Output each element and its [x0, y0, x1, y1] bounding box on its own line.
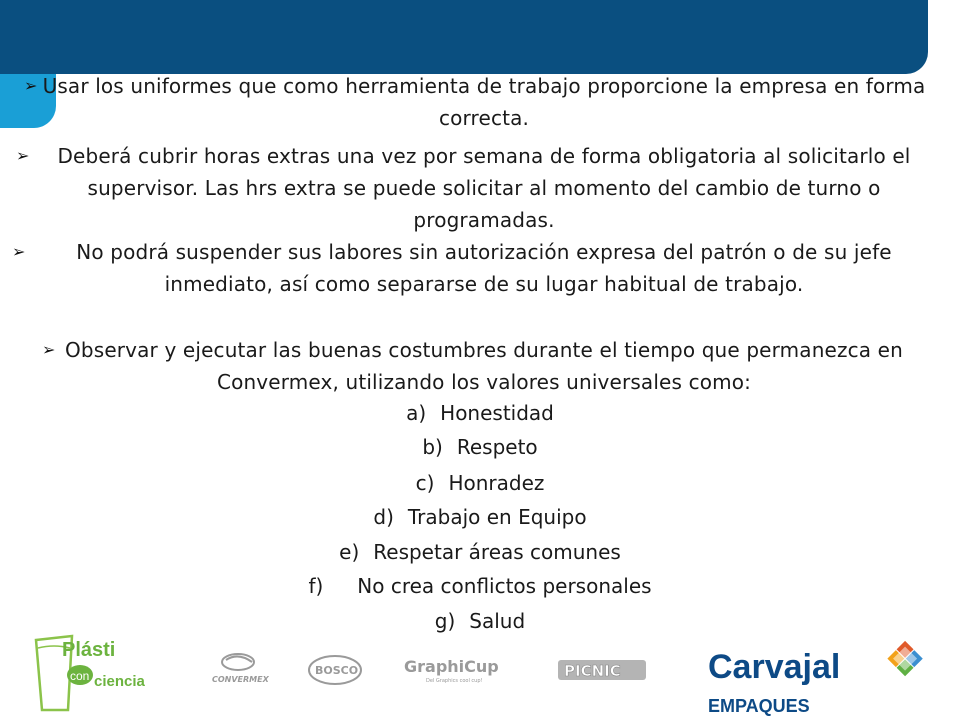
- value-text: Trabajo en Equipo: [407, 505, 587, 529]
- value-text: No crea conflictos personales: [357, 574, 652, 598]
- value-letter: e): [339, 540, 360, 564]
- plasti-con-ciencia-logo: [32, 626, 162, 712]
- value-text: Respeto: [456, 435, 538, 459]
- rule-text: Deberá cubrir horas extras una vez por semana de forma obligatoria al solicitarlo el supervisor. Las hrs extra se puede solicitar al momento del cambio de turno o programadas.: [57, 144, 911, 232]
- rule-item: [12, 236, 928, 300]
- arrow-bullet-icon: ➢: [42, 340, 56, 359]
- value-item: [0, 430, 960, 464]
- rule-item: [16, 140, 928, 236]
- rule-text: No podrá suspender sus labores sin autorización expresa del patrón o de su jefe inmediato, así como separarse de su lugar habitual de trabajo.: [76, 240, 892, 296]
- value-item: [0, 500, 960, 534]
- arrow-bullet-icon: ➢: [12, 242, 26, 261]
- arrow-bullet-icon: ➢: [24, 76, 38, 95]
- value-item: [0, 396, 960, 430]
- value-text: Salud: [469, 609, 526, 633]
- picnic-logo-text: PICNIC: [564, 662, 621, 680]
- bosco-logo: [304, 650, 366, 690]
- value-item: [0, 569, 960, 603]
- picnic-logo: [556, 656, 648, 684]
- graphicup-logo-text: GraphiCup: [404, 657, 499, 676]
- convermex-logo: [208, 650, 274, 690]
- value-text: Honestidad: [440, 401, 554, 425]
- value-letter: g): [434, 609, 456, 633]
- value-letter: a): [406, 401, 427, 425]
- graphicup-logo-tagline: Del Graphics cool cup!: [426, 678, 483, 684]
- plasti-logo-con: con: [70, 669, 90, 683]
- footer-logos: [0, 620, 960, 720]
- arrow-bullet-icon: ➢: [16, 146, 30, 165]
- rule-item: [40, 334, 928, 398]
- rule-item: [24, 70, 928, 134]
- value-letter: c): [415, 471, 435, 495]
- plasti-logo-ciencia: ciencia: [94, 673, 145, 690]
- value-text: Honradez: [448, 471, 545, 495]
- value-letter: b): [422, 435, 443, 459]
- carvajal-logo-text: Carvajal: [708, 648, 841, 686]
- convermex-logo-text: CONVERMEX: [212, 675, 269, 684]
- rule-text: Observar y ejecutar las buenas costumbres durante el tiempo que permanezca en Convermex, utilizando los valores universales como:: [65, 338, 903, 394]
- value-letter: d): [373, 505, 394, 529]
- value-letter: f): [308, 574, 324, 598]
- rule-text: Usar los uniformes que como herramienta de trabajo proporcione la empresa en forma correcta.: [42, 74, 926, 130]
- carvajal-cube-icon: [887, 641, 922, 676]
- empaques-logo-text: EMPAQUES: [708, 696, 810, 716]
- bosco-logo-text: BOSCO: [315, 664, 359, 677]
- carvajal-empaques-logo: [706, 640, 926, 720]
- header-band: [0, 0, 928, 74]
- value-text: Respetar áreas comunes: [373, 540, 621, 564]
- plasti-logo-text: Plásti: [62, 639, 116, 661]
- graphicup-logo: [402, 654, 520, 686]
- value-item: [0, 535, 960, 569]
- value-item: [0, 466, 960, 500]
